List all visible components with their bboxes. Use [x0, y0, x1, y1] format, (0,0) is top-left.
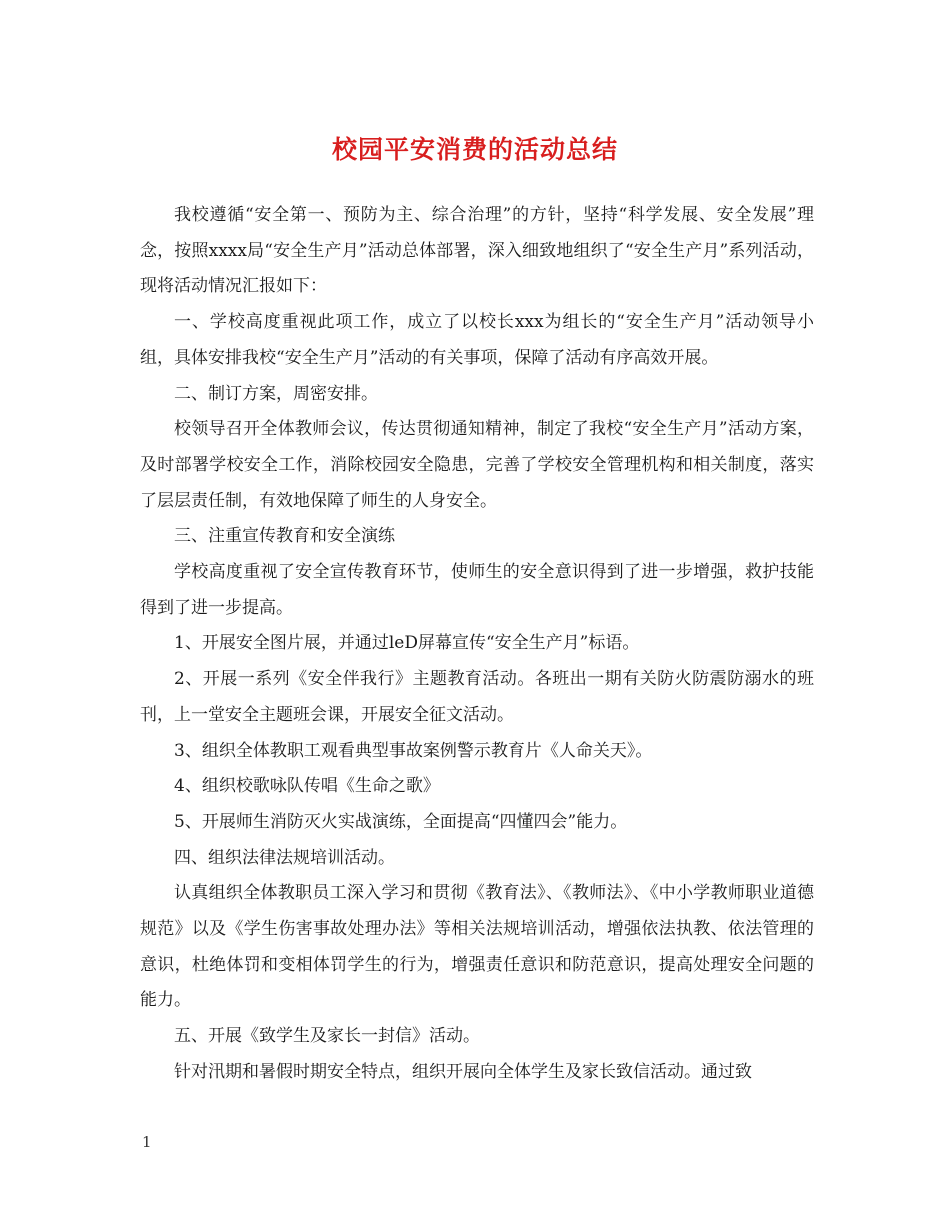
list-item-3: 3、组织全体教职工观看典型事故案例警示教育片《人命关天》。 [174, 740, 653, 761]
list-item-4: 4、组织校歌咏队传唱《生命之歌》 [174, 776, 440, 797]
heading-section-3: 三、注重宣传教育和安全演练 [174, 526, 395, 547]
heading-section-2: 二、制订方案，周密安排。 [174, 383, 378, 404]
list-item-2: 2、开展一系列《安全伴我行》主题教育活动。各班出一期有关防火防震防溺水的班刊，上一堂安全主题班会课，开展安全征文活动。 [140, 669, 814, 725]
paragraph-section-3: 学校高度重视了安全宣传教育环节，使师生的安全意识得到了进一步增强，救护技能得到了进一步提高。 [140, 562, 814, 618]
paragraph-section-2: 校领导召开全体教师会议，传达贯彻通知精神，制定了我校“安全生产月”活动方案，及时部署学校安全工作，消除校园安全隐患，完善了学校安全管理机构和相关制度，落实了层层责任制，有效地保障了师生的人身安全。 [140, 419, 814, 511]
list-item-5: 5、开展师生消防灭火实战演练，全面提高“四懂四会”能力。 [174, 811, 628, 832]
paragraph-section-4: 认真组织全体教职员工深入学习和贯彻《教育法》、《教师法》、《中小学教师职业道德规范》以及《学生伤害事故处理办法》等相关法规培训活动，增强依法执教、依法管理的意识，杜绝体罚和变相体罚学生的行为，增强责任意识和防范意识，提高处理安全问题的能力。 [140, 883, 814, 1011]
document-title: 校园平安消费的活动总结 [331, 135, 618, 164]
heading-section-4: 四、组织法律法规培训活动。 [174, 847, 395, 868]
page-number: 1 [142, 1133, 152, 1151]
heading-section-5: 五、开展《致学生及家长一封信》活动。 [174, 1026, 480, 1047]
paragraph-section-5: 针对汛期和暑假时期安全特点，组织开展向全体学生及家长致信活动。通过致 [174, 1061, 752, 1082]
paragraph-intro: 我校遵循“安全第一、预防为主、综合治理”的方针，坚持“科学发展、安全发展”理念，按照xxxx局“安全生产月”活动总体部署，深入细致地组织了“安全生产月”系列活动，现将活动情况汇报如下： [140, 205, 814, 297]
paragraph-section-1: 一、学校高度重视此项工作，成立了以校长xxx为组长的“安全生产月”活动领导小组，具体安排我校“安全生产月”活动的有关事项，保障了活动有序高效开展。 [140, 312, 814, 368]
document-body [140, 198, 814, 1091]
list-item-1: 1、开展安全图片展，并通过leD屏幕宣传“安全生产月”标语。 [174, 633, 640, 654]
